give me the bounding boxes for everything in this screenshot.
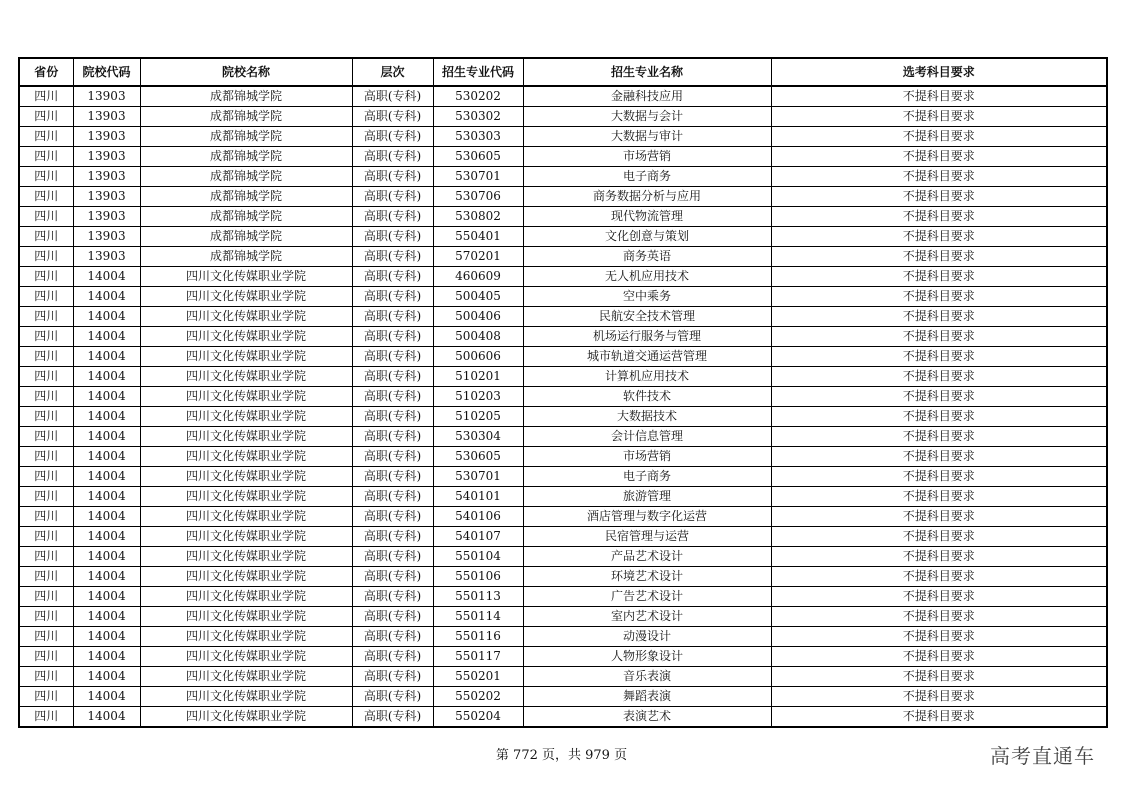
- cell-subject-requirement: 不提科目要求: [771, 647, 1107, 667]
- cell-major-code: 500408: [433, 327, 523, 347]
- cell-school-name: 成都锦城学院: [140, 167, 352, 187]
- cell-school-name: 四川文化传媒职业学院: [140, 407, 352, 427]
- cell-level: 高职(专科): [352, 247, 433, 267]
- cell-school-name: 四川文化传媒职业学院: [140, 647, 352, 667]
- cell-major-code: 530701: [433, 467, 523, 487]
- cell-major-code: 500606: [433, 347, 523, 367]
- cell-school-code: 14004: [73, 567, 140, 587]
- cell-major-code: 510203: [433, 387, 523, 407]
- cell-level: 高职(专科): [352, 707, 433, 728]
- column-header-major-name: 招生专业名称: [523, 58, 771, 86]
- cell-level: 高职(专科): [352, 487, 433, 507]
- cell-province: 四川: [19, 707, 73, 728]
- cell-subject-requirement: 不提科目要求: [771, 587, 1107, 607]
- cell-school-name: 四川文化传媒职业学院: [140, 527, 352, 547]
- cell-level: 高职(专科): [352, 167, 433, 187]
- cell-province: 四川: [19, 467, 73, 487]
- cell-level: 高职(专科): [352, 467, 433, 487]
- cell-school-code: 13903: [73, 227, 140, 247]
- cell-major-name: 商务英语: [523, 247, 771, 267]
- cell-subject-requirement: 不提科目要求: [771, 427, 1107, 447]
- cell-subject-requirement: 不提科目要求: [771, 187, 1107, 207]
- cell-school-name: 四川文化传媒职业学院: [140, 307, 352, 327]
- cell-subject-requirement: 不提科目要求: [771, 107, 1107, 127]
- cell-major-code: 550202: [433, 687, 523, 707]
- cell-school-code: 14004: [73, 447, 140, 467]
- cell-school-code: 14004: [73, 707, 140, 728]
- cell-level: 高职(专科): [352, 127, 433, 147]
- cell-subject-requirement: 不提科目要求: [771, 507, 1107, 527]
- table-row: [19, 187, 1107, 207]
- cell-major-name: 无人机应用技术: [523, 267, 771, 287]
- cell-level: 高职(专科): [352, 527, 433, 547]
- cell-province: 四川: [19, 687, 73, 707]
- cell-major-code: 550114: [433, 607, 523, 627]
- cell-school-code: 13903: [73, 167, 140, 187]
- table-row: [19, 287, 1107, 307]
- cell-province: 四川: [19, 147, 73, 167]
- cell-province: 四川: [19, 327, 73, 347]
- cell-subject-requirement: 不提科目要求: [771, 86, 1107, 107]
- cell-province: 四川: [19, 507, 73, 527]
- cell-school-name: 四川文化传媒职业学院: [140, 547, 352, 567]
- table-row: [19, 487, 1107, 507]
- cell-province: 四川: [19, 607, 73, 627]
- cell-province: 四川: [19, 527, 73, 547]
- cell-school-code: 13903: [73, 86, 140, 107]
- cell-school-code: 14004: [73, 507, 140, 527]
- cell-school-name: 四川文化传媒职业学院: [140, 707, 352, 728]
- cell-school-name: 四川文化传媒职业学院: [140, 447, 352, 467]
- cell-school-name: 四川文化传媒职业学院: [140, 667, 352, 687]
- cell-major-code: 540106: [433, 507, 523, 527]
- cell-level: 高职(专科): [352, 667, 433, 687]
- cell-province: 四川: [19, 547, 73, 567]
- table-row: [19, 167, 1107, 187]
- cell-major-name: 动漫设计: [523, 627, 771, 647]
- cell-province: 四川: [19, 247, 73, 267]
- cell-school-name: 四川文化传媒职业学院: [140, 347, 352, 367]
- cell-major-name: 商务数据分析与应用: [523, 187, 771, 207]
- cell-major-name: 表演艺术: [523, 707, 771, 728]
- watermark-logo: 高考直通车: [990, 744, 1095, 768]
- cell-school-code: 14004: [73, 287, 140, 307]
- header-row: [19, 58, 1107, 86]
- table-row: [19, 107, 1107, 127]
- cell-major-name: 音乐表演: [523, 667, 771, 687]
- cell-province: 四川: [19, 367, 73, 387]
- cell-school-name: 四川文化传媒职业学院: [140, 607, 352, 627]
- cell-major-code: 500405: [433, 287, 523, 307]
- cell-school-name: 四川文化传媒职业学院: [140, 687, 352, 707]
- cell-level: 高职(专科): [352, 147, 433, 167]
- cell-province: 四川: [19, 127, 73, 147]
- cell-major-code: 550117: [433, 647, 523, 667]
- table-row: [19, 307, 1107, 327]
- table-row: [19, 447, 1107, 467]
- cell-province: 四川: [19, 86, 73, 107]
- cell-school-name: 四川文化传媒职业学院: [140, 587, 352, 607]
- table-row: [19, 587, 1107, 607]
- table-row: [19, 527, 1107, 547]
- cell-province: 四川: [19, 627, 73, 647]
- cell-province: 四川: [19, 487, 73, 507]
- cell-province: 四川: [19, 267, 73, 287]
- table-row: [19, 427, 1107, 447]
- cell-province: 四川: [19, 307, 73, 327]
- table-row: [19, 647, 1107, 667]
- cell-school-code: 14004: [73, 687, 140, 707]
- cell-major-name: 民航安全技术管理: [523, 307, 771, 327]
- cell-subject-requirement: 不提科目要求: [771, 487, 1107, 507]
- cell-major-name: 市场营销: [523, 447, 771, 467]
- cell-subject-requirement: 不提科目要求: [771, 347, 1107, 367]
- cell-major-name: 电子商务: [523, 167, 771, 187]
- admissions-table: [18, 57, 1108, 728]
- cell-province: 四川: [19, 647, 73, 667]
- cell-province: 四川: [19, 567, 73, 587]
- cell-province: 四川: [19, 667, 73, 687]
- table-row: [19, 507, 1107, 527]
- cell-school-code: 14004: [73, 427, 140, 447]
- cell-level: 高职(专科): [352, 267, 433, 287]
- cell-major-code: 550106: [433, 567, 523, 587]
- cell-school-code: 14004: [73, 267, 140, 287]
- cell-level: 高职(专科): [352, 547, 433, 567]
- cell-major-code: 570201: [433, 247, 523, 267]
- cell-school-code: 13903: [73, 187, 140, 207]
- cell-major-name: 机场运行服务与管理: [523, 327, 771, 347]
- column-header-major-code: 招生专业代码: [433, 58, 523, 86]
- cell-major-name: 大数据与审计: [523, 127, 771, 147]
- cell-school-code: 14004: [73, 587, 140, 607]
- cell-school-code: 14004: [73, 487, 140, 507]
- cell-school-code: 14004: [73, 467, 140, 487]
- cell-province: 四川: [19, 347, 73, 367]
- cell-school-code: 14004: [73, 527, 140, 547]
- table-row: [19, 387, 1107, 407]
- cell-level: 高职(专科): [352, 287, 433, 307]
- cell-school-name: 成都锦城学院: [140, 207, 352, 227]
- cell-major-name: 环境艺术设计: [523, 567, 771, 587]
- cell-level: 高职(专科): [352, 627, 433, 647]
- cell-major-name: 人物形象设计: [523, 647, 771, 667]
- cell-level: 高职(专科): [352, 347, 433, 367]
- cell-subject-requirement: 不提科目要求: [771, 447, 1107, 467]
- cell-province: 四川: [19, 227, 73, 247]
- table-row: [19, 347, 1107, 367]
- cell-major-code: 530303: [433, 127, 523, 147]
- cell-level: 高职(专科): [352, 227, 433, 247]
- cell-major-name: 民宿管理与运营: [523, 527, 771, 547]
- cell-major-code: 550401: [433, 227, 523, 247]
- cell-major-code: 510205: [433, 407, 523, 427]
- cell-major-code: 540101: [433, 487, 523, 507]
- cell-province: 四川: [19, 447, 73, 467]
- cell-major-name: 产品艺术设计: [523, 547, 771, 567]
- cell-major-code: 550201: [433, 667, 523, 687]
- cell-major-name: 舞蹈表演: [523, 687, 771, 707]
- cell-subject-requirement: 不提科目要求: [771, 467, 1107, 487]
- table-row: [19, 407, 1107, 427]
- cell-school-code: 13903: [73, 127, 140, 147]
- cell-major-name: 旅游管理: [523, 487, 771, 507]
- cell-major-code: 530706: [433, 187, 523, 207]
- cell-major-code: 460609: [433, 267, 523, 287]
- cell-level: 高职(专科): [352, 367, 433, 387]
- cell-major-code: 530304: [433, 427, 523, 447]
- cell-major-name: 大数据与会计: [523, 107, 771, 127]
- cell-major-code: 510201: [433, 367, 523, 387]
- cell-major-name: 电子商务: [523, 467, 771, 487]
- cell-major-code: 550104: [433, 547, 523, 567]
- table-row: [19, 247, 1107, 267]
- cell-school-name: 成都锦城学院: [140, 247, 352, 267]
- cell-major-name: 现代物流管理: [523, 207, 771, 227]
- table-row: [19, 207, 1107, 227]
- cell-school-code: 14004: [73, 667, 140, 687]
- cell-major-name: 市场营销: [523, 147, 771, 167]
- cell-school-code: 13903: [73, 207, 140, 227]
- cell-school-name: 成都锦城学院: [140, 86, 352, 107]
- column-header-school-code: 院校代码: [73, 58, 140, 86]
- cell-major-code: 530605: [433, 147, 523, 167]
- cell-subject-requirement: 不提科目要求: [771, 147, 1107, 167]
- cell-subject-requirement: 不提科目要求: [771, 547, 1107, 567]
- cell-subject-requirement: 不提科目要求: [771, 627, 1107, 647]
- cell-subject-requirement: 不提科目要求: [771, 387, 1107, 407]
- cell-subject-requirement: 不提科目要求: [771, 687, 1107, 707]
- cell-subject-requirement: 不提科目要求: [771, 707, 1107, 728]
- cell-level: 高职(专科): [352, 327, 433, 347]
- table-row: [19, 147, 1107, 167]
- cell-subject-requirement: 不提科目要求: [771, 527, 1107, 547]
- cell-school-code: 14004: [73, 327, 140, 347]
- cell-major-name: 会计信息管理: [523, 427, 771, 447]
- table-row: [19, 267, 1107, 287]
- table-row: [19, 687, 1107, 707]
- cell-school-code: 14004: [73, 647, 140, 667]
- table-row: [19, 367, 1107, 387]
- column-header-school-name: 院校名称: [140, 58, 352, 86]
- cell-level: 高职(专科): [352, 587, 433, 607]
- page-number: 第 772 页，共 979 页: [495, 748, 628, 763]
- cell-school-name: 四川文化传媒职业学院: [140, 287, 352, 307]
- cell-school-code: 14004: [73, 627, 140, 647]
- cell-school-code: 14004: [73, 347, 140, 367]
- cell-subject-requirement: 不提科目要求: [771, 267, 1107, 287]
- table-row: [19, 667, 1107, 687]
- cell-level: 高职(专科): [352, 107, 433, 127]
- cell-subject-requirement: 不提科目要求: [771, 227, 1107, 247]
- cell-school-name: 成都锦城学院: [140, 227, 352, 247]
- table-header: [19, 58, 1107, 86]
- cell-school-name: 成都锦城学院: [140, 127, 352, 147]
- cell-school-name: 四川文化传媒职业学院: [140, 327, 352, 347]
- cell-school-name: 成都锦城学院: [140, 107, 352, 127]
- cell-subject-requirement: 不提科目要求: [771, 167, 1107, 187]
- cell-level: 高职(专科): [352, 567, 433, 587]
- column-header-subject-requirement: 选考科目要求: [771, 58, 1107, 86]
- cell-subject-requirement: 不提科目要求: [771, 407, 1107, 427]
- cell-school-code: 14004: [73, 547, 140, 567]
- cell-subject-requirement: 不提科目要求: [771, 667, 1107, 687]
- cell-province: 四川: [19, 407, 73, 427]
- cell-school-name: 四川文化传媒职业学院: [140, 267, 352, 287]
- table-row: [19, 567, 1107, 587]
- cell-level: 高职(专科): [352, 447, 433, 467]
- cell-level: 高职(专科): [352, 607, 433, 627]
- cell-major-code: 530802: [433, 207, 523, 227]
- cell-subject-requirement: 不提科目要求: [771, 567, 1107, 587]
- cell-major-code: 530202: [433, 86, 523, 107]
- column-header-level: 层次: [352, 58, 433, 86]
- cell-province: 四川: [19, 107, 73, 127]
- table-row: [19, 127, 1107, 147]
- cell-major-code: 540107: [433, 527, 523, 547]
- cell-subject-requirement: 不提科目要求: [771, 607, 1107, 627]
- cell-major-name: 酒店管理与数字化运营: [523, 507, 771, 527]
- cell-school-name: 四川文化传媒职业学院: [140, 627, 352, 647]
- cell-subject-requirement: 不提科目要求: [771, 127, 1107, 147]
- cell-level: 高职(专科): [352, 307, 433, 327]
- cell-major-code: 500406: [433, 307, 523, 327]
- cell-major-code: 530302: [433, 107, 523, 127]
- cell-subject-requirement: 不提科目要求: [771, 327, 1107, 347]
- cell-major-name: 大数据技术: [523, 407, 771, 427]
- cell-school-code: 13903: [73, 247, 140, 267]
- cell-major-code: 550113: [433, 587, 523, 607]
- cell-major-name: 室内艺术设计: [523, 607, 771, 627]
- cell-province: 四川: [19, 187, 73, 207]
- cell-major-name: 软件技术: [523, 387, 771, 407]
- table-row: [19, 547, 1107, 567]
- cell-school-name: 四川文化传媒职业学院: [140, 467, 352, 487]
- cell-province: 四川: [19, 427, 73, 447]
- cell-school-code: 13903: [73, 147, 140, 167]
- table-body: [19, 86, 1107, 727]
- cell-level: 高职(专科): [352, 387, 433, 407]
- cell-major-code: 550204: [433, 707, 523, 728]
- table-row: [19, 327, 1107, 347]
- cell-school-name: 四川文化传媒职业学院: [140, 387, 352, 407]
- cell-school-code: 14004: [73, 367, 140, 387]
- cell-province: 四川: [19, 167, 73, 187]
- cell-school-name: 四川文化传媒职业学院: [140, 567, 352, 587]
- cell-level: 高职(专科): [352, 407, 433, 427]
- table-row: [19, 86, 1107, 107]
- cell-school-code: 14004: [73, 607, 140, 627]
- cell-major-name: 文化创意与策划: [523, 227, 771, 247]
- cell-level: 高职(专科): [352, 647, 433, 667]
- cell-major-code: 550116: [433, 627, 523, 647]
- cell-level: 高职(专科): [352, 427, 433, 447]
- cell-major-name: 城市轨道交通运营管理: [523, 347, 771, 367]
- cell-major-name: 空中乘务: [523, 287, 771, 307]
- cell-level: 高职(专科): [352, 86, 433, 107]
- table-row: [19, 607, 1107, 627]
- cell-subject-requirement: 不提科目要求: [771, 247, 1107, 267]
- cell-major-code: 530605: [433, 447, 523, 467]
- cell-major-name: 广告艺术设计: [523, 587, 771, 607]
- cell-province: 四川: [19, 587, 73, 607]
- table-row: [19, 467, 1107, 487]
- cell-major-name: 金融科技应用: [523, 86, 771, 107]
- cell-school-code: 14004: [73, 407, 140, 427]
- cell-school-name: 四川文化传媒职业学院: [140, 487, 352, 507]
- cell-level: 高职(专科): [352, 187, 433, 207]
- cell-subject-requirement: 不提科目要求: [771, 207, 1107, 227]
- cell-school-code: 13903: [73, 107, 140, 127]
- cell-subject-requirement: 不提科目要求: [771, 307, 1107, 327]
- cell-province: 四川: [19, 207, 73, 227]
- cell-school-code: 14004: [73, 307, 140, 327]
- table-row: [19, 227, 1107, 247]
- cell-level: 高职(专科): [352, 507, 433, 527]
- cell-subject-requirement: 不提科目要求: [771, 287, 1107, 307]
- cell-school-name: 四川文化传媒职业学院: [140, 367, 352, 387]
- cell-province: 四川: [19, 287, 73, 307]
- column-header-province: 省份: [19, 58, 73, 86]
- cell-level: 高职(专科): [352, 687, 433, 707]
- cell-school-name: 成都锦城学院: [140, 187, 352, 207]
- cell-province: 四川: [19, 387, 73, 407]
- cell-level: 高职(专科): [352, 207, 433, 227]
- table-row: [19, 627, 1107, 647]
- cell-school-name: 四川文化传媒职业学院: [140, 507, 352, 527]
- cell-school-name: 四川文化传媒职业学院: [140, 427, 352, 447]
- cell-major-name: 计算机应用技术: [523, 367, 771, 387]
- cell-school-code: 14004: [73, 387, 140, 407]
- cell-major-code: 530701: [433, 167, 523, 187]
- cell-school-name: 成都锦城学院: [140, 147, 352, 167]
- table-row: [19, 707, 1107, 728]
- cell-subject-requirement: 不提科目要求: [771, 367, 1107, 387]
